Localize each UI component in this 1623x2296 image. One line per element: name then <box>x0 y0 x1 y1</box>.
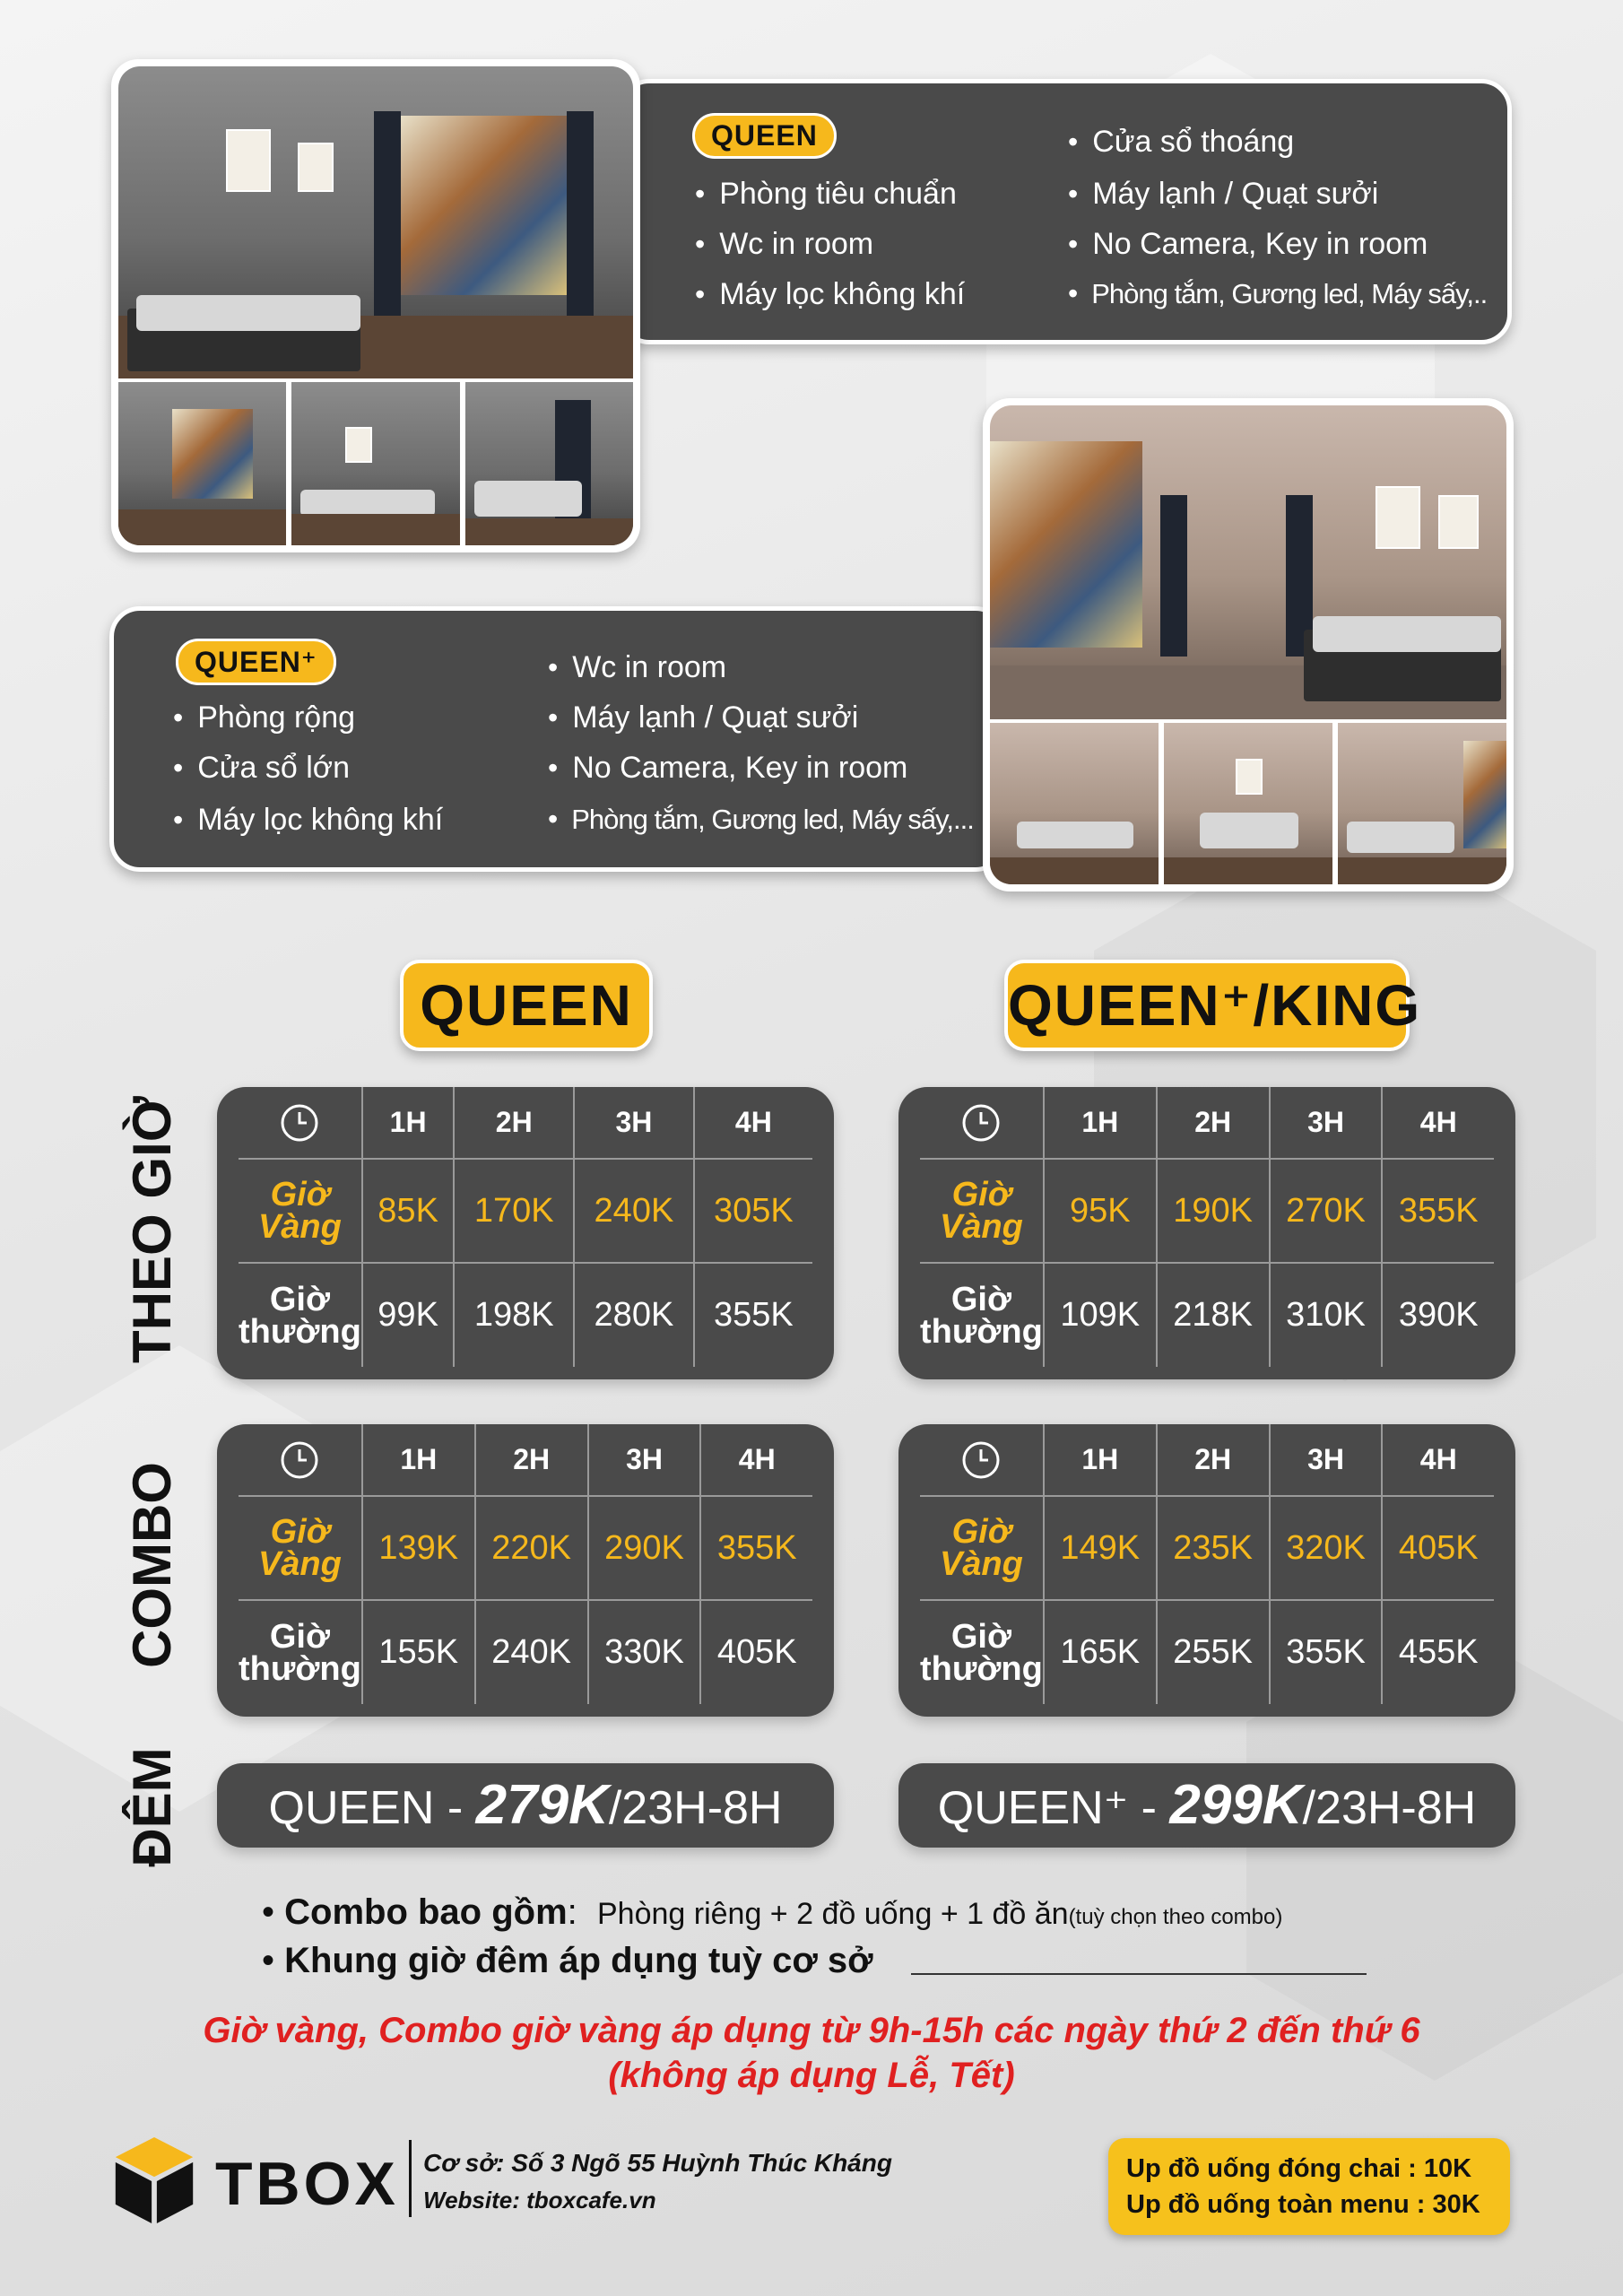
price-cell: 405K <box>1382 1496 1494 1600</box>
price-cell: 305K <box>694 1159 812 1263</box>
header-hour: 1H <box>1044 1087 1157 1159</box>
header-hour: 3H <box>1270 1087 1383 1159</box>
price-cell: 220K <box>475 1496 588 1600</box>
queen-plus-feature: • No Camera, Key in room <box>548 751 907 786</box>
row-label-golden: Giờ Vàng <box>239 1159 362 1263</box>
header-hour: 1H <box>362 1424 475 1496</box>
price-cell: 310K <box>1270 1263 1383 1367</box>
header-hour: 4H <box>694 1087 812 1159</box>
price-cell: 355K <box>1382 1159 1494 1263</box>
section-label-night: ĐÊM <box>122 1747 182 1867</box>
queen-feature: • Máy lọc không khí <box>695 277 965 312</box>
price-cell: 355K <box>1270 1600 1383 1704</box>
price-cell: 240K <box>574 1159 694 1263</box>
clock-cell <box>920 1087 1044 1159</box>
header-hour: 1H <box>1044 1424 1157 1496</box>
header-hour: 3H <box>1270 1424 1383 1496</box>
queen-plus-feature: • Wc in room <box>548 650 726 685</box>
address: Cơ sở: Số 3 Ngõ 55 Huỳnh Thúc Kháng <box>423 2149 892 2177</box>
price-cell: 155K <box>362 1600 475 1704</box>
website: Website: tboxcafe.vn <box>423 2187 656 2213</box>
queen-plus-feature: • Cửa sổ lớn <box>173 751 350 786</box>
clock-cell <box>239 1087 362 1159</box>
tbox-logo-icon <box>111 2133 197 2228</box>
queen-plus-feature: • Phòng rộng <box>173 700 355 735</box>
price-cell: 149K <box>1044 1496 1157 1600</box>
header-hour: 3H <box>574 1087 694 1159</box>
price-cell: 170K <box>454 1159 574 1263</box>
price-cell: 355K <box>694 1263 812 1367</box>
queen-plus-room-thumb <box>1338 723 1506 884</box>
price-cell: 290K <box>588 1496 701 1600</box>
queen-room-thumb <box>465 382 633 545</box>
clock-icon <box>279 1102 320 1144</box>
price-cell: 405K <box>700 1600 812 1704</box>
queen-plus-room-photo <box>990 405 1506 719</box>
queen-badge: QUEEN <box>695 116 834 156</box>
price-cell: 455K <box>1382 1600 1494 1704</box>
header-hour: 4H <box>1382 1424 1494 1496</box>
row-label-golden: Giờ Vàng <box>239 1496 362 1600</box>
header-hour: 4H <box>700 1424 812 1496</box>
queen-plus-room-thumb <box>990 723 1159 884</box>
price-cell: 165K <box>1044 1600 1157 1704</box>
price-cell: 255K <box>1157 1600 1270 1704</box>
tier-title-queen: QUEEN <box>400 960 653 1051</box>
price-cell: 355K <box>700 1496 812 1600</box>
footer-divider <box>409 2140 412 2217</box>
brand-name: TBOX <box>215 2150 399 2218</box>
header-hour: 2H <box>1157 1087 1270 1159</box>
queen-room-photos <box>111 59 640 552</box>
queen-feature: • Phòng tiêu chuẩn <box>695 177 957 212</box>
price-cell: 190K <box>1157 1159 1270 1263</box>
price-table-combo-king <box>898 1424 1515 1717</box>
clock-cell <box>920 1424 1044 1496</box>
price-cell: 218K <box>1157 1263 1270 1367</box>
header-hour: 2H <box>475 1424 588 1496</box>
row-label-golden: Giờ Vàng <box>920 1159 1044 1263</box>
price-cell: 95K <box>1044 1159 1157 1263</box>
header-hour: 1H <box>362 1087 455 1159</box>
queen-plus-room-photos <box>983 398 1514 891</box>
queen-feature: • Cửa sổ thoáng <box>1068 125 1294 160</box>
price-table-combo-queen <box>217 1424 834 1717</box>
price-cell: 320K <box>1270 1496 1383 1600</box>
price-cell: 390K <box>1382 1263 1494 1367</box>
upgrade-bottle: Up đồ uống đóng chai : 10K <box>1126 2154 1472 2183</box>
header-hour: 2H <box>454 1087 574 1159</box>
night-price-queen-plus: QUEEN⁺ - 299K/23H-8H <box>898 1763 1515 1848</box>
row-label-normal: Giờ thường <box>920 1280 1043 1351</box>
queen-plus-feature: • Máy lạnh / Quạt sưởi <box>548 700 858 735</box>
combo-note: • Combo bao gồm: Phòng riêng + 2 đồ uống + 1 đồ ăn(tuỳ chọn theo combo) <box>262 1892 1283 1932</box>
row-label-normal: Giờ thường <box>239 1617 361 1688</box>
price-table-hourly-king <box>898 1087 1515 1379</box>
price-table-hourly-queen <box>217 1087 834 1379</box>
clock-icon <box>279 1439 320 1481</box>
price-cell: 99K <box>362 1263 455 1367</box>
header-hour: 3H <box>588 1424 701 1496</box>
queen-feature: • Phòng tắm, Gương led, Máy sấy,.. <box>1068 277 1487 310</box>
header-hour: 2H <box>1157 1424 1270 1496</box>
queen-plus-feature: • Máy lọc không khí <box>173 803 443 838</box>
queen-room-photo <box>118 66 633 378</box>
price-cell: 330K <box>588 1600 701 1704</box>
queen-plus-badge: QUEEN⁺ <box>178 641 334 683</box>
queen-plus-room-thumb <box>1164 723 1332 884</box>
tier-title-queen-plus-king: QUEEN⁺/KING <box>1004 960 1410 1051</box>
queen-plus-feature: • Phòng tắm, Gương led, Máy sấy,... <box>548 803 974 836</box>
queen-feature: • No Camera, Key in room <box>1068 227 1428 262</box>
queen-feature: • Máy lạnh / Quạt sưởi <box>1068 177 1378 212</box>
price-cell: 235K <box>1157 1496 1270 1600</box>
clock-icon <box>960 1439 1002 1481</box>
clock-cell <box>239 1424 362 1496</box>
row-label-normal: Giờ thường <box>920 1617 1043 1688</box>
section-label-hourly: THEO GIỜ <box>122 1096 182 1363</box>
price-cell: 270K <box>1270 1159 1383 1263</box>
queen-plus-features-card <box>109 606 1006 872</box>
row-label-normal: Giờ thường <box>239 1280 361 1351</box>
holiday-note: (không áp dụng Lễ, Tết) <box>608 2056 1015 2095</box>
divider-line <box>911 1973 1367 1975</box>
price-cell: 280K <box>574 1263 694 1367</box>
drink-upgrade-box <box>1108 2138 1510 2235</box>
price-cell: 109K <box>1044 1263 1157 1367</box>
price-cell: 198K <box>454 1263 574 1367</box>
night-rule-note: • Khung giờ đêm áp dụng tuỳ cơ sở <box>262 1941 873 1980</box>
price-cell: 240K <box>475 1600 588 1704</box>
queen-room-thumb <box>118 382 286 545</box>
section-label-combo: COMBO <box>122 1462 182 1668</box>
header-hour: 4H <box>1382 1087 1494 1159</box>
night-price-queen: QUEEN - 279K/23H-8H <box>217 1763 834 1848</box>
queen-feature: • Wc in room <box>695 227 873 262</box>
queen-features-card <box>619 79 1512 344</box>
golden-hour-note: Giờ vàng, Combo giờ vàng áp dụng từ 9h-15h các ngày thứ 2 đến thứ 6 <box>203 2011 1420 2050</box>
queen-room-thumb <box>291 382 459 545</box>
price-cell: 139K <box>362 1496 475 1600</box>
upgrade-menu: Up đồ uống toàn menu : 30K <box>1126 2190 1480 2219</box>
row-label-golden: Giờ Vàng <box>920 1496 1044 1600</box>
clock-icon <box>960 1102 1002 1144</box>
price-cell: 85K <box>362 1159 455 1263</box>
